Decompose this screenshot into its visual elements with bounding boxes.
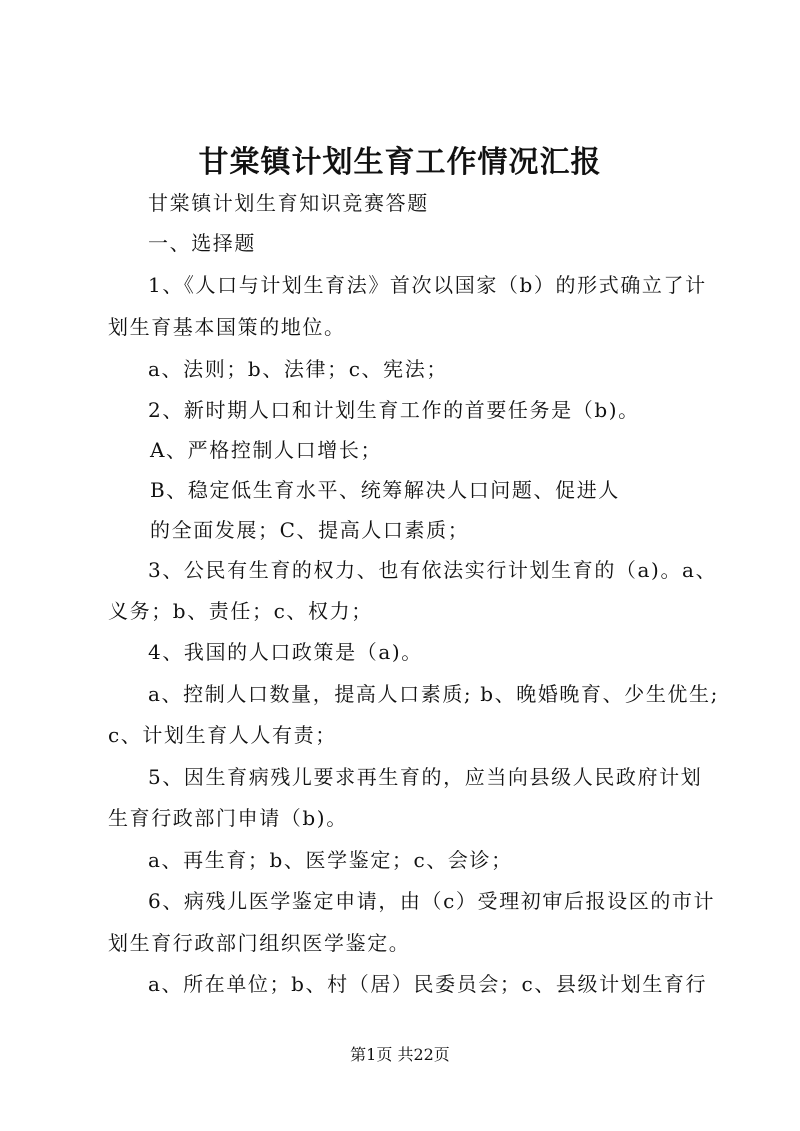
- text-line: 的全面发展；C、提高人口素质；: [150, 518, 470, 542]
- text-line: 划生育行政部门组织医学鉴定。: [108, 931, 411, 955]
- text-line: 3、公民有生育的权力、也有依法实行计划生育的（a)。a、: [148, 558, 718, 582]
- text-line: a、控制人口数量，提高人口素质; b、晚婚晚育、少生优生;: [148, 682, 719, 706]
- text-line: 1、《人口与计划生育法》首次以国家（b）的形式确立了计: [148, 273, 707, 297]
- text-line: c、计划生育人人有责；: [108, 723, 337, 747]
- document-title: 甘棠镇计划生育工作情况汇报: [198, 145, 602, 180]
- text-line: 甘棠镇计划生育知识竞赛答题: [148, 191, 429, 215]
- text-line: 一、选择题: [148, 231, 256, 255]
- text-line: 生育行政部门申请（b)。: [108, 806, 348, 830]
- text-line: 划生育基本国策的地位。: [108, 315, 346, 339]
- text-line: 义务；b、责任；c、权力；: [108, 599, 373, 623]
- text-line: 2、新时期人口和计划生育工作的首要任务是（b)。: [148, 398, 640, 422]
- text-line: a、所在单位；b、村（居）民委员会；c、县级计划生育行: [148, 972, 708, 996]
- text-line: a、法则；b、法律；c、宪法；: [148, 357, 448, 381]
- text-line: a、再生育；b、医学鉴定；c、会诊；: [148, 848, 513, 872]
- text-line: B、稳定低生育水平、统筹解决人口问题、促进人: [150, 478, 620, 502]
- page-number: 第1页 共22页: [350, 1045, 450, 1064]
- text-line: 5、因生育病残儿要求再生育的，应当向县级人民政府计划: [148, 765, 703, 789]
- text-line: 4、我国的人口政策是（a)。: [148, 640, 423, 664]
- text-line: 6、病残儿医学鉴定申请，由（c）受理初审后报设区的市计: [148, 889, 716, 913]
- text-line: A、严格控制人口增长；: [150, 438, 383, 462]
